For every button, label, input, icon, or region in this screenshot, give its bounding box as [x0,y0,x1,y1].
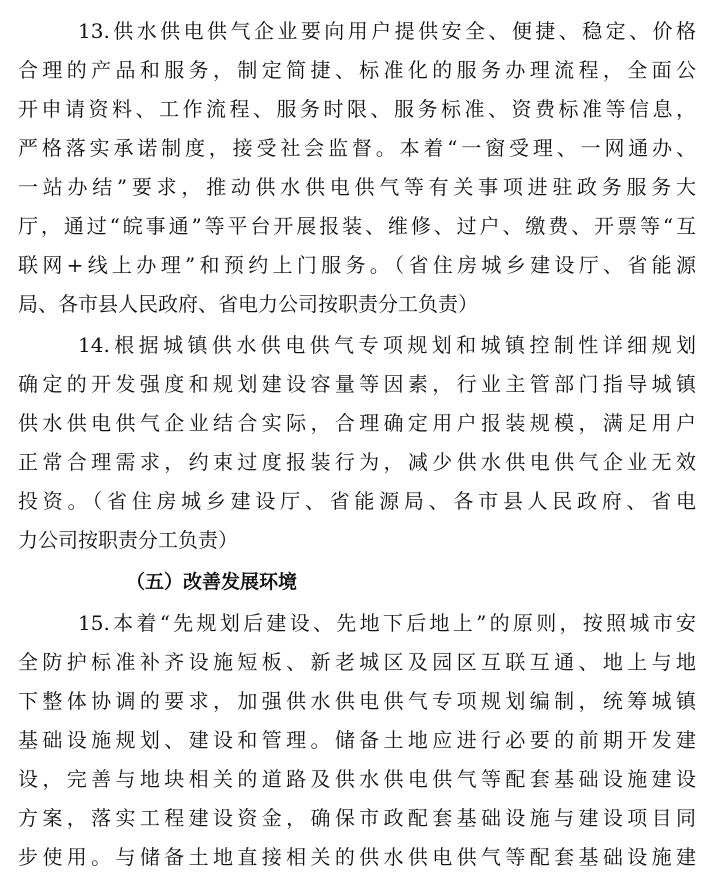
paragraph-14-line-3: 供水供电供气企业结合实际，合理确定用户报装规模，满足用户 [18,411,696,435]
paragraph-15-line-1: 15.本着“先规划后建设、先地下后地上”的原则，按照城市安 [78,611,696,635]
paragraph-13-line-4: 严格落实承诺制度，接受社会监督。本着“一窗受理、一网通办、 [18,136,696,160]
section-heading: （五）改善发展环境 [126,571,298,593]
paragraph-14-line-4: 正常合理需求，约束过度报装行为，减少供水供电供气企业无效 [18,450,696,474]
paragraph-14-line-2: 确定的开发强度和规划建设容量等因素，行业主管部门指导城镇 [18,372,696,396]
paragraph-15-line-6: 方案，落实工程建设资金，确保市政配套基础设施与建设项目同 [18,806,696,830]
paragraph-14-line-5: 投资。（省住房城乡建设厅、省能源局、各市县人民政府、省电 [18,489,696,513]
paragraph-13-line-1: 13.供水供电供气企业要向用户提供安全、便捷、稳定、价格 [78,19,696,43]
paragraph-13-line-6: 厅，通过“皖事通”等平台开展报装、维修、过户、缴费、开票等“互 [18,214,696,238]
paragraph-13-line-8: 局、各市县人民政府、省电力公司按职责分工负责） [18,292,478,316]
paragraph-14-line-6: 力公司按职责分工负责） [18,528,238,552]
paragraph-15-line-2: 全防护标准补齐设施短板、新老城区及园区互联互通、地上与地 [18,650,696,674]
paragraph-13-line-2: 合理的产品和服务，制定简捷、标准化的服务办理流程，全面公 [18,58,696,82]
paragraph-15-line-7: 步使用。与储备土地直接相关的供水供电供气等配套基础设施建 [18,845,696,869]
paragraph-13-line-5: 一站办结”要求，推动供水供电供气等有关事项进驻政务服务大 [18,175,696,199]
paragraph-14-line-1: 14.根据城镇供水供电供气专项规划和城镇控制性详细规划 [78,333,696,357]
paragraph-13-line-7: 联网+线上办理”和预约上门服务。（省住房城乡建设厅、省能源 [18,253,696,277]
paragraph-15-line-5: 设，完善与地块相关的道路及供水供电供气等配套基础设施建设 [18,767,696,791]
paragraph-13-line-3: 开申请资料、工作流程、服务时限、服务标准、资费标准等信息， [18,97,696,121]
paragraph-15-line-4: 基础设施规划、建设和管理。储备土地应进行必要的前期开发建 [18,728,696,752]
paragraph-15-line-3: 下整体协调的要求，加强供水供电供气专项规划编制，统筹城镇 [18,689,696,713]
